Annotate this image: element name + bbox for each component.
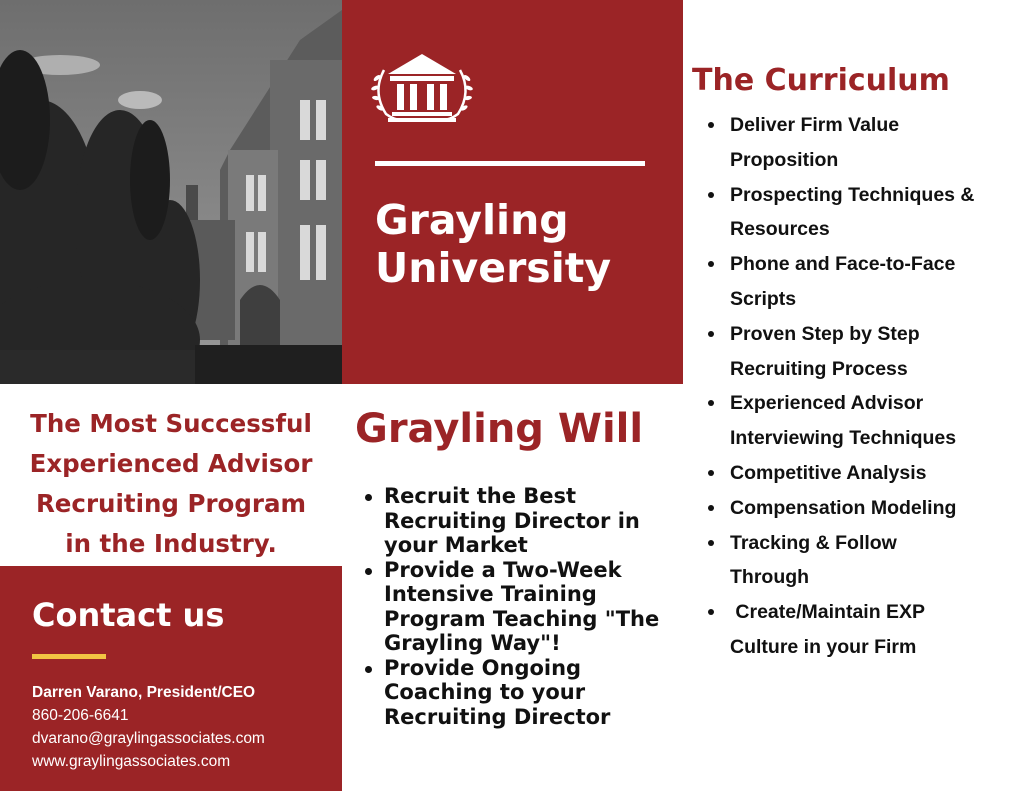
list-item-line: Proposition (730, 148, 839, 171)
list-item-line: Interviewing Techniques (730, 427, 957, 450)
list-item-line: Intensive Training (384, 582, 597, 606)
list-item-line: Recruit the Best (384, 484, 577, 508)
list-item (706, 456, 1024, 491)
list-item-line: Phone and Face-to-Face (730, 253, 956, 276)
list-item (706, 247, 1024, 317)
list-item (706, 491, 1024, 526)
tagline (0, 404, 342, 564)
tagline-line4: in the Industry. (65, 529, 277, 558)
list-item (706, 317, 1024, 387)
list-item-line: Resources (730, 218, 830, 241)
list-item (360, 484, 680, 558)
university-name (375, 196, 665, 292)
list-item-line: Prospecting Techniques & (730, 183, 975, 206)
tagline-line1: The Most Successful (30, 409, 312, 438)
university-name-line1: Grayling (375, 196, 569, 244)
campus-building-image (0, 0, 342, 384)
tagline-line2: Experienced Advisor (29, 449, 313, 478)
list-item-line: Recruiting Process (730, 357, 908, 380)
list-item (706, 595, 1024, 665)
contact-title: Contact us (32, 596, 225, 634)
list-item-line: Proven Step by Step (730, 322, 920, 345)
list-item-line: Scripts (730, 287, 797, 310)
list-item-line: Through (730, 566, 810, 589)
title-divider (375, 161, 645, 166)
curriculum-list (706, 108, 1024, 665)
curriculum-title: The Curriculum (692, 63, 950, 98)
contact-name: Darren Varano, President/CEO (32, 684, 256, 701)
university-building-laurel-icon (370, 52, 474, 126)
university-name-line2: University (375, 244, 612, 292)
list-item-line: Competitive Analysis (730, 461, 927, 484)
contact-email[interactable]: dvarano@graylingassociates.com (32, 730, 265, 747)
list-item-line: Compensation Modeling (730, 496, 957, 519)
list-item-line: Provide a Two-Week (384, 557, 622, 582)
list-item-line: Program Teaching "The (384, 606, 660, 631)
contact-divider (32, 654, 106, 659)
list-item-line: Culture in your Firm (730, 635, 917, 658)
title-panel (342, 0, 683, 384)
contact-phone[interactable]: 860-206-6641 (32, 707, 129, 724)
list-item (360, 558, 680, 656)
list-item-line: Grayling Way"! (384, 631, 561, 655)
list-item-line: Coaching to your (384, 680, 586, 704)
tagline-line3: Recruiting Program (35, 489, 307, 518)
list-item-line: Recruiting Director in (384, 508, 640, 533)
list-item-line: Recruiting Director (384, 704, 611, 729)
list-item (706, 526, 1024, 596)
list-item (706, 178, 1024, 248)
campus-photo (0, 0, 342, 384)
contact-details (32, 681, 265, 773)
list-item (706, 386, 1024, 456)
list-item-line: Experienced Advisor (730, 392, 924, 415)
grayling-will-list (360, 484, 680, 729)
contact-panel (0, 566, 342, 791)
list-item-line: Provide Ongoing (384, 655, 582, 680)
list-item-line: Tracking & Follow (730, 531, 897, 554)
contact-website[interactable]: www.graylingassociates.com (32, 753, 231, 770)
list-item-line: your Market (384, 533, 528, 557)
grayling-will-title: Grayling Will (355, 406, 644, 452)
list-item-line: Deliver Firm Value (730, 114, 900, 136)
list-item-line: Create/Maintain EXP (730, 601, 926, 624)
list-item (706, 108, 1024, 178)
list-item (360, 656, 680, 730)
